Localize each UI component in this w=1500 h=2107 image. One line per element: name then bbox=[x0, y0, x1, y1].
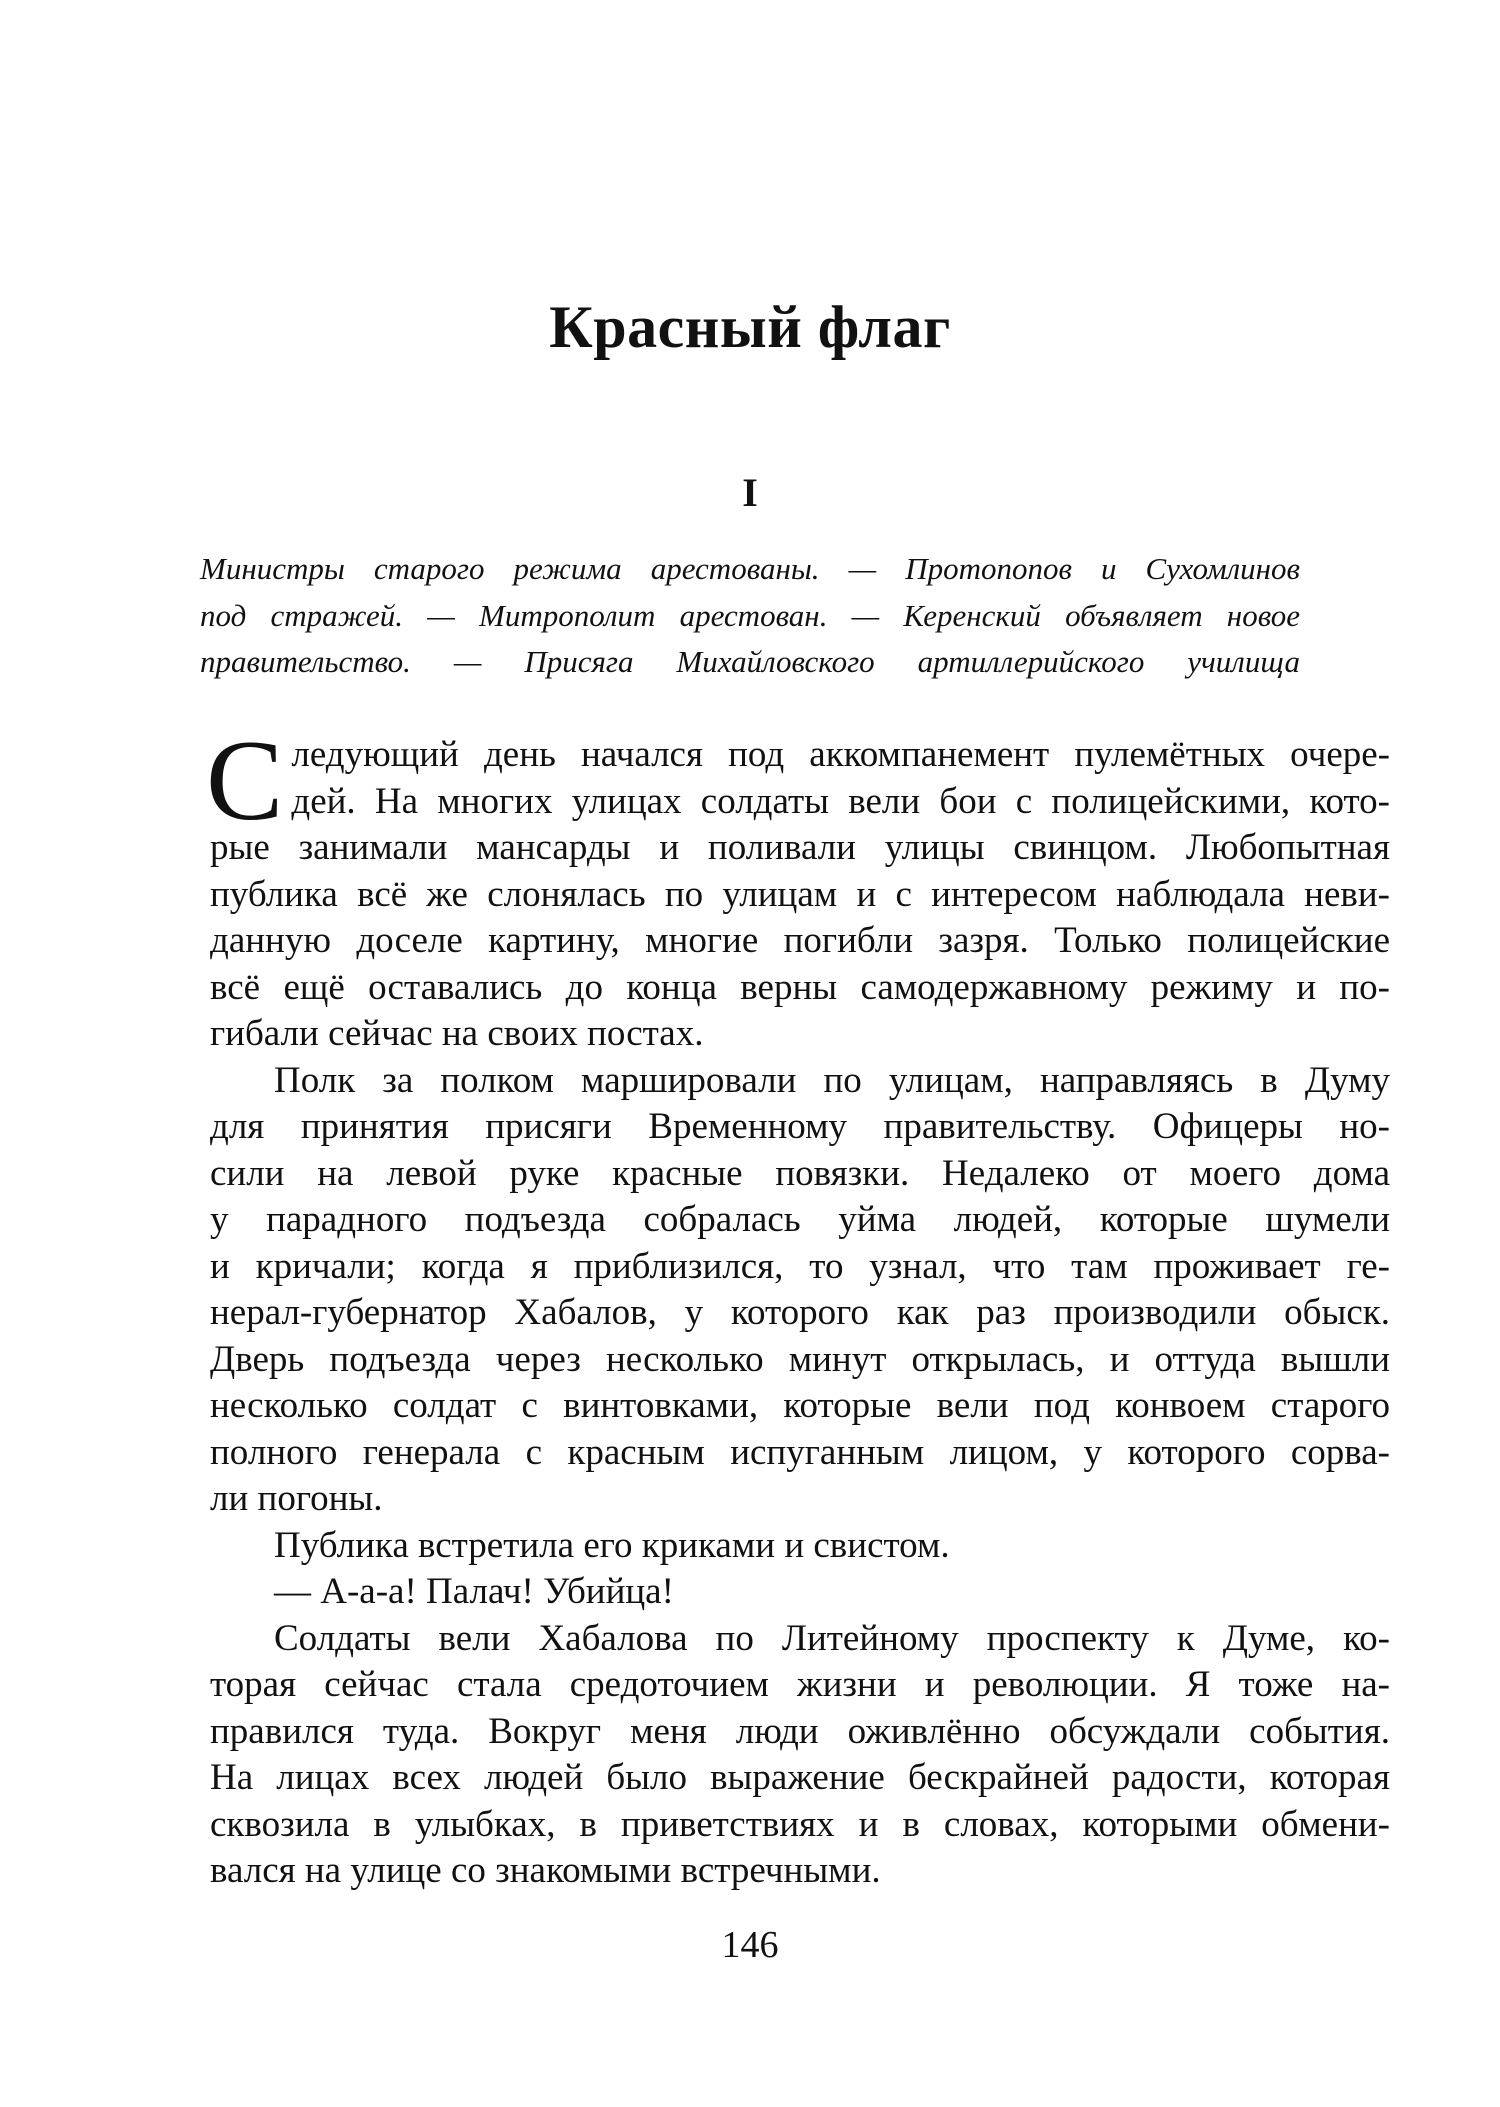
text-line: Полк за полком маршировали по улицам, направляясь в Думу bbox=[274, 1059, 1390, 1101]
text-line: правился туда. Вокруг меня люди оживлённо обсуждали события. bbox=[210, 1710, 1390, 1752]
text-line: публика всё же слонялась по улицам и с интересом наблюдала неви- bbox=[210, 873, 1390, 915]
text-line: данную доселе картину, многие погибли зазря. Только полицейские bbox=[210, 920, 1390, 961]
text-line: гибали сейчас на своих постах. bbox=[210, 1013, 704, 1054]
text-line: сквозила в улыбках, в приветствиях и в словах, которыми обмени- bbox=[210, 1803, 1390, 1845]
drop-cap: С bbox=[206, 717, 284, 845]
text-line: полного генерала с красным испуганным лицом, у которого сорва- bbox=[210, 1431, 1390, 1473]
text-line: Публика встретила его криками и свистом. bbox=[274, 1524, 950, 1566]
chapter-summary bbox=[200, 548, 1300, 688]
text-line: всё ещё оставались до конца верны самодержавному режиму и по- bbox=[210, 966, 1390, 1008]
summary-line: Министры старого режима арестованы. — Протопопов и Сухомлинов bbox=[200, 551, 1300, 586]
summary-line: правительство. — Присяга Михайловского артиллерийского училища bbox=[200, 644, 1300, 679]
text-line: и кричали; когда я приблизился, то узнал, что там проживает ге- bbox=[210, 1245, 1390, 1287]
text-line: торая сейчас стала средоточием жизни и революции. Я тоже на- bbox=[210, 1664, 1390, 1705]
page-number: 146 bbox=[721, 1924, 779, 1966]
section-number: I bbox=[742, 470, 758, 515]
text-line: дей. На многих улицах солдаты вели бои с полицейскими, кото- bbox=[291, 780, 1390, 822]
text-line: Дверь подъезда через несколько минут открылась, и оттуда вышли bbox=[210, 1338, 1390, 1380]
text-line: у парадного подъезда собралась уйма людей, которые шумели bbox=[210, 1199, 1390, 1240]
text-line: ли погоны. bbox=[210, 1478, 383, 1519]
text-line: Солдаты вели Хабалова по Литейному проспекту к Думе, ко- bbox=[274, 1617, 1390, 1659]
text-line: На лицах всех людей было выражение бескрайней радости, которая bbox=[210, 1757, 1390, 1798]
text-line: — А-а-а! Палач! Убийца! bbox=[274, 1571, 674, 1612]
text-line: ледующий день начался под аккомпанемент пулемётных очере- bbox=[291, 734, 1390, 775]
text-line: сили на левой руке красные повязки. Недалеко от моего дома bbox=[210, 1152, 1390, 1194]
text-line: несколько солдат с винтовками, которые вели под конвоем старого bbox=[210, 1385, 1390, 1426]
summary-line: под стражей. — Митрополит арестован. — Керенский объявляет новое bbox=[200, 597, 1300, 633]
chapter-title: Красный флаг bbox=[549, 294, 951, 360]
body-text bbox=[206, 717, 1390, 1895]
text-line: рые занимали мансарды и поливали улицы свинцом. Любопытная bbox=[210, 827, 1390, 868]
text-line: для принятия присяги Временному правительству. Офицеры но- bbox=[210, 1106, 1390, 1147]
text-line: вался на улице со знакомыми встречными. bbox=[210, 1850, 881, 1891]
text-line: нерал-губернатор Хабалов, у которого как раз производили обыск. bbox=[210, 1292, 1390, 1333]
